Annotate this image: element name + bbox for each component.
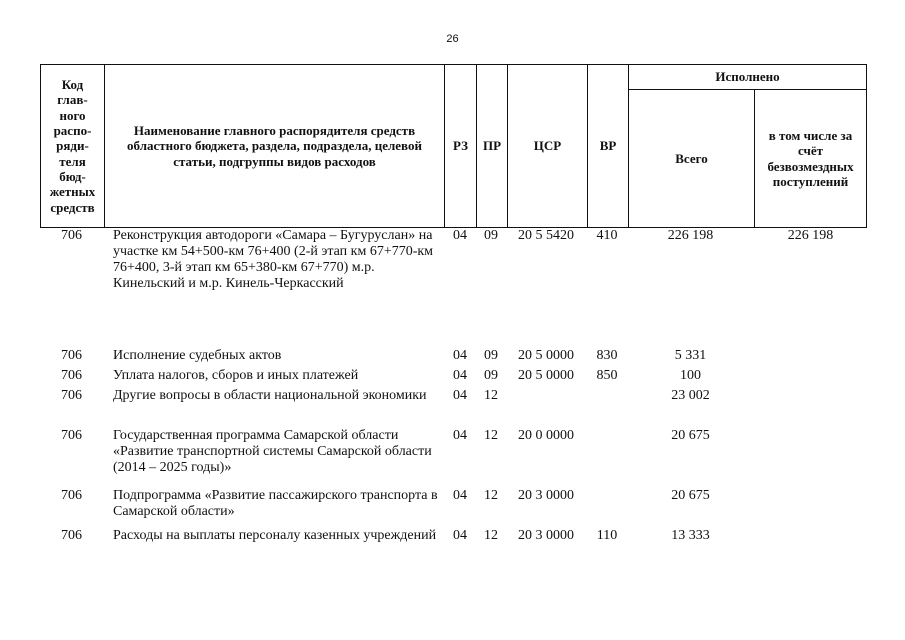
cell-csr: 20 5 0000 (518, 348, 574, 363)
cell-pr: 12 (484, 388, 498, 403)
cell-code: 706 (61, 428, 82, 443)
cell-total: 23 002 (671, 388, 710, 403)
cell-pr: 12 (484, 528, 498, 543)
cell-name: Другие вопросы в области национальной экономики (113, 388, 427, 403)
header-free: в том числе за счёт безвозмездных поступлений (767, 127, 854, 189)
header-code: Код глав- ного распо- ряди- теля бюд- жетных средств (49, 77, 96, 215)
cell-pr: 09 (484, 228, 498, 243)
cell-total: 226 198 (667, 228, 714, 243)
cell-csr: 20 5 0000 (518, 368, 574, 383)
cell-vr: 830 (596, 348, 618, 363)
cell-name: Государственная программа Самарской области «Развитие транспортной системы Самарской области (2014 – 2025 годы)» (113, 428, 432, 475)
cell-code: 706 (61, 388, 82, 403)
table-header (40, 64, 867, 228)
cell-rz: 04 (453, 368, 467, 383)
cell-free: 226 198 (787, 228, 834, 243)
cell-rz: 04 (453, 428, 467, 443)
header-executed: Исполнено (715, 69, 780, 85)
cell-rz: 04 (453, 388, 467, 403)
cell-total: 100 (680, 368, 701, 383)
header-vr: ВР (599, 138, 617, 154)
cell-name: Расходы на выплаты персоналу казенных учреждений (113, 528, 437, 543)
cell-code: 706 (61, 228, 82, 243)
cell-pr: 12 (484, 488, 498, 503)
cell-total: 20 675 (671, 428, 710, 443)
cell-vr: 850 (596, 368, 618, 383)
cell-rz: 04 (453, 228, 467, 243)
cell-pr: 12 (484, 428, 498, 443)
cell-rz: 04 (453, 488, 467, 503)
cell-code: 706 (61, 348, 82, 363)
cell-code: 706 (61, 368, 82, 383)
cell-vr: 110 (596, 528, 618, 543)
cell-rz: 04 (453, 348, 467, 363)
cell-name: Уплата налогов, сборов и иных платежей (113, 368, 359, 383)
cell-csr: 20 0 0000 (518, 428, 574, 443)
cell-name: Подпрограмма «Развитие пассажирского транспорта в Самарской области» (113, 488, 438, 519)
cell-total: 13 333 (671, 528, 710, 543)
header-total: Всего (675, 150, 708, 166)
header-rz: РЗ (453, 138, 468, 154)
header-name: Наименование главного распорядителя средств областного бюджета, раздела, подраздела, целевой статьи, подгруппы видов расходов (127, 122, 422, 169)
cell-rz: 04 (453, 528, 467, 543)
cell-csr: 20 3 0000 (518, 528, 574, 543)
cell-csr: 20 5 5420 (518, 228, 574, 243)
header-pr: ПР (482, 138, 502, 154)
cell-code: 706 (61, 528, 82, 543)
cell-pr: 09 (484, 348, 498, 363)
cell-name: Реконструкция автодороги «Самара – Бугуруслан» на участке км 54+500-км 76+400 (2-й этап км 67+770-км 76+400, 3-й этап км 65+380-км 67+770) м.р. Кинельский и м.р. Кинель-Черкасский (113, 228, 434, 291)
cell-pr: 09 (484, 368, 498, 383)
cell-total: 20 675 (671, 488, 710, 503)
cell-name: Исполнение судебных актов (113, 348, 282, 363)
cell-total: 5 331 (674, 348, 707, 363)
header-csr: ЦСР (533, 138, 562, 154)
page-number: 26 (446, 33, 459, 45)
cell-code: 706 (61, 488, 82, 503)
cell-vr: 410 (596, 228, 618, 243)
cell-csr: 20 3 0000 (518, 488, 574, 503)
